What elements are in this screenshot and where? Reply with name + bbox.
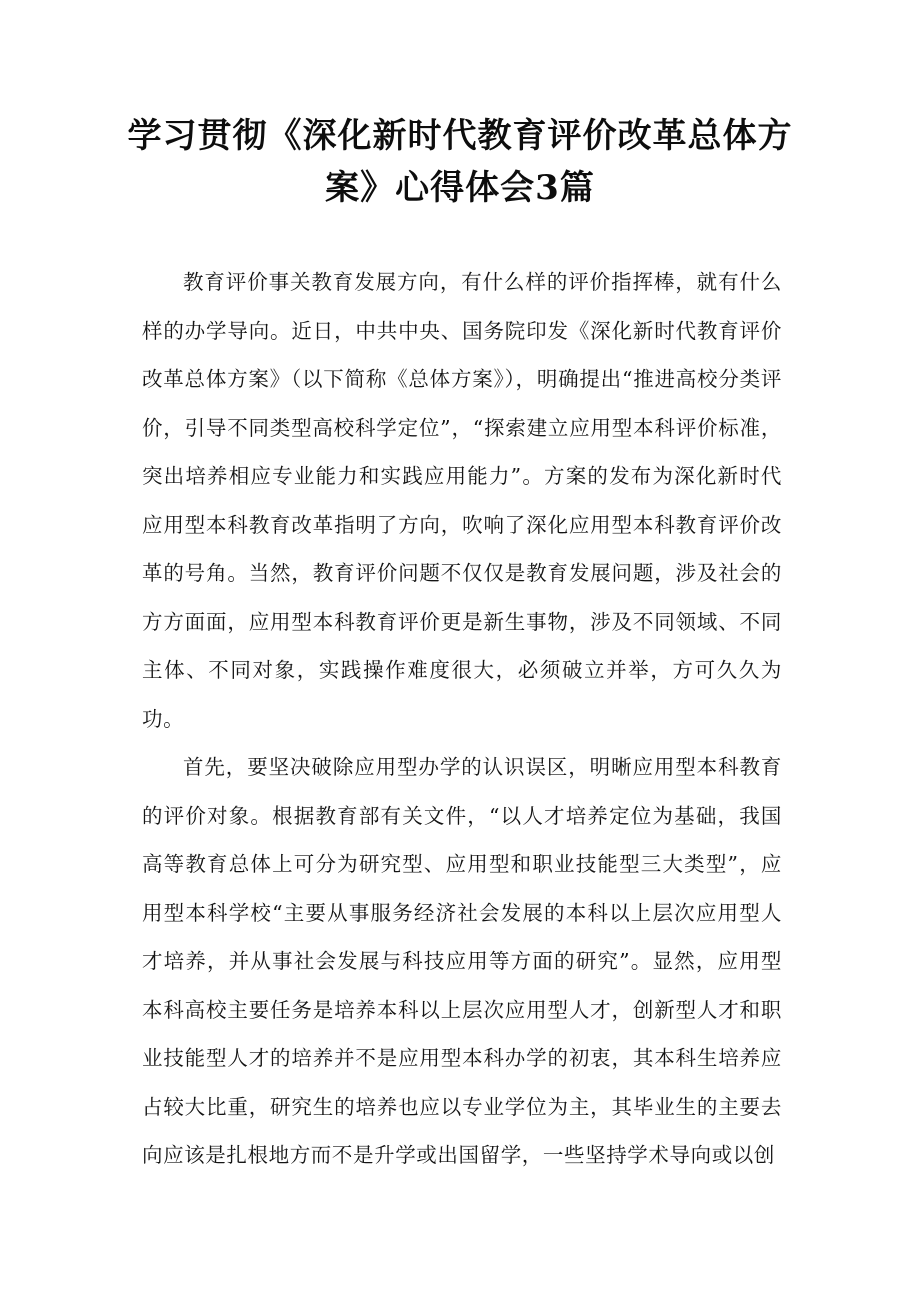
- paragraph-1: 教育评价事关教育发展方向，有什么样的评价指挥棒，就有什么样的办学导向。近日，中共中央、国务院印发《深化新时代教育评价改革总体方案》（以下简称《总体方案》），明确提出“推进高校分类评价，引导不同类型高校科学定位”，“探索建立应用型本科评价标准，突出培养相应专业能力和实践应用能力”。方案的发布为深化新时代应用型本科教育改革指明了方向，吹响了深化应用型本科教育评价改革的号角。当然，教育评价问题不仅仅是教育发展问题，涉及社会的方方面面，应用型本科教育评价更是新生事物，涉及不同领域、不同主体、不同对象，实践操作难度很大，必须破立并举，方可久久为功。: [142, 270, 782, 731]
- document-title: 学习贯彻《深化新时代教育评价改革总体方案》心得体会3篇: [127, 116, 793, 208]
- paragraph-2: 首先，要坚决破除应用型办学的认识误区，明晰应用型本科教育的评价对象。根据教育部有关文件，“以人才培养定位为基础，我国高等教育总体上可分为研究型、应用型和职业技能型三大类型”，应用型本科学校“主要从事服务经济社会发展的本科以上层次应用型人才培养，并从事社会发展与科技应用等方面的研究”。显然，应用型本科高校主要任务是培养本科以上层次应用型人才，创新型人才和职业技能型人才的培养并不是应用型本科办学的初衷，其本科生培养应占较大比重，研究生的培养也应以专业学位为主，其毕业生的主要去向应该是扎根地方而不是升学或出国留学，一些坚持学术导向或以创: [142, 755, 782, 1167]
- document-body: [142, 258, 782, 1180]
